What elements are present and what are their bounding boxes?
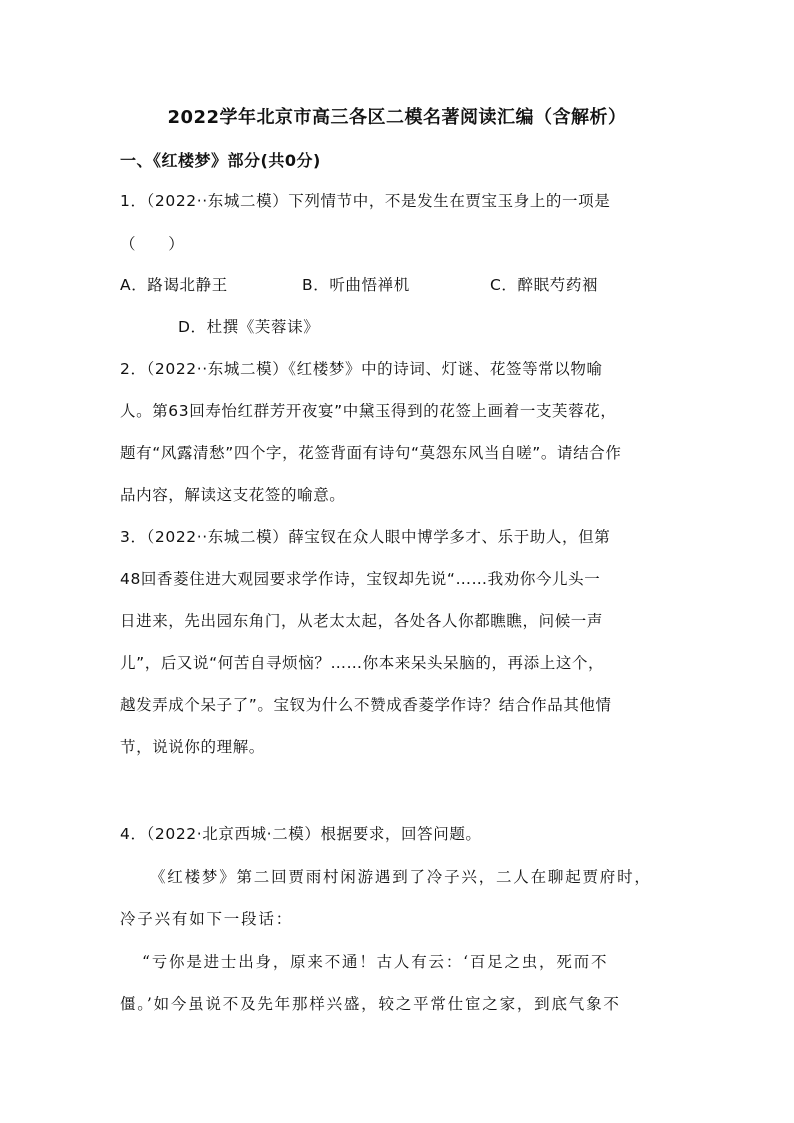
q1-stem-line-2: （ ） bbox=[120, 235, 185, 253]
q2-line: 2．（2022··东城二模）《红楼梦》中的诗词、灯谜、花签等常以物喻 bbox=[120, 360, 603, 378]
q3-line: 越发弄成个呆子了”。宝钗为什么不赞成香菱学作诗？结合作品其他情 bbox=[120, 696, 612, 714]
q3-line: 儿”，后又说“何苦自寻烦恼？……你本来呆头呆脑的，再添上这个， bbox=[120, 654, 605, 672]
q1-option-a: A．路谒北静王 bbox=[120, 276, 228, 294]
q4-intro-line-2: 冷子兴有如下一段话： bbox=[120, 910, 294, 928]
q4-stem: 4．（2022·北京西城·二模）根据要求，回答问题。 bbox=[120, 825, 482, 843]
q1-option-c: C．醉眠芍药裀 bbox=[490, 276, 599, 294]
q1-option-d: D．杜撰《芙蓉诔》 bbox=[178, 318, 320, 336]
q4-intro-line-1: 《红楼梦》第二回贾雨村闲游遇到了冷子兴，二人在聊起贾府时， bbox=[150, 868, 652, 886]
q1-option-b: B．听曲悟禅机 bbox=[302, 276, 410, 294]
q4-quote-line-1: “亏你是进士出身，原来不通！古人有云：‘百足之虫，死而不 bbox=[142, 953, 609, 971]
q3-line: 节，说说你的理解。 bbox=[120, 738, 265, 756]
q3-line: 48回香菱住进大观园要求学作诗，宝钗却先说“……我劝你今儿头一 bbox=[120, 570, 601, 588]
document-title: 2022学年北京市高三各区二模名著阅读汇编（含解析） bbox=[167, 107, 627, 128]
q2-line: 品内容，解读这支花签的喻意。 bbox=[120, 486, 346, 504]
q3-line: 日进来，先出园东角门，从老太太起，各处各人你都瞧瞧，问候一声 bbox=[120, 612, 604, 630]
section-heading: 一、《红楼梦》部分(共0分) bbox=[120, 151, 321, 170]
q1-stem-line-1: 1．（2022··东城二模）下列情节中，不是发生在贾宝玉身上的一项是 bbox=[120, 192, 611, 210]
q4-quote-line-2: 僵。’如今虽说不及先年那样兴盛，较之平常仕宦之家，到底气象不 bbox=[120, 995, 621, 1013]
q2-line: 人。第63回寿怡红群芳开夜宴”中黛玉得到的花签上画着一支芙蓉花， bbox=[120, 402, 617, 420]
q2-line: 题有“风露清愁”四个字，花签背面有诗句“莫怨东风当自嗟”。请结合作 bbox=[120, 444, 622, 462]
q3-line: 3．（2022··东城二模）薛宝钗在众人眼中博学多才、乐于助人，但第 bbox=[120, 528, 611, 546]
